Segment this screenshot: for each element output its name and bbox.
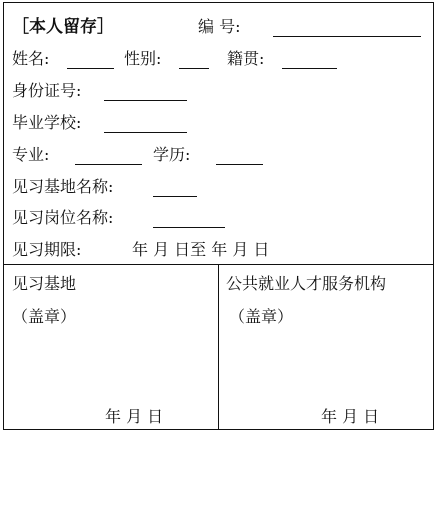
employment-agency-seal-date: 年 月 日: [321, 407, 380, 426]
post-name-label: 见习岗位名称:: [12, 208, 114, 227]
major-label: 专业:: [12, 145, 50, 164]
training-base-seal-date: 年 月 日: [105, 407, 164, 426]
post-name-field[interactable]: [153, 227, 225, 228]
name-label: 姓名:: [12, 49, 50, 68]
base-name-field[interactable]: [153, 196, 197, 197]
period-dates: 年 月 日至 年 月 日: [132, 240, 270, 259]
origin-field[interactable]: [282, 68, 337, 69]
employment-agency-seal-title: 公共就业人才服务机构: [226, 274, 387, 293]
employment-agency-stamp-label: （盖章）: [229, 307, 294, 326]
gender-label: 性别:: [124, 49, 162, 68]
retained-copy-form: [3, 2, 434, 430]
education-field[interactable]: [216, 164, 263, 165]
serial-number-label: 编 号:: [198, 17, 241, 36]
base-name-label: 见习基地名称:: [12, 177, 114, 196]
school-label: 毕业学校:: [12, 113, 82, 132]
education-label: 学历:: [153, 145, 191, 164]
major-field[interactable]: [75, 164, 142, 165]
period-label: 见习期限:: [12, 240, 82, 259]
name-field[interactable]: [67, 68, 114, 69]
gender-field[interactable]: [179, 68, 209, 69]
training-base-stamp-label: （盖章）: [12, 307, 77, 326]
serial-number-field[interactable]: [273, 36, 421, 37]
form-title: ［本人留存］: [12, 17, 114, 37]
origin-label: 籍贯:: [227, 49, 265, 68]
seal-column-divider: [218, 264, 219, 429]
training-base-seal-title: 见习基地: [12, 274, 77, 293]
id-number-label: 身份证号:: [12, 81, 82, 100]
school-field[interactable]: [104, 132, 187, 133]
id-number-field[interactable]: [104, 100, 187, 101]
